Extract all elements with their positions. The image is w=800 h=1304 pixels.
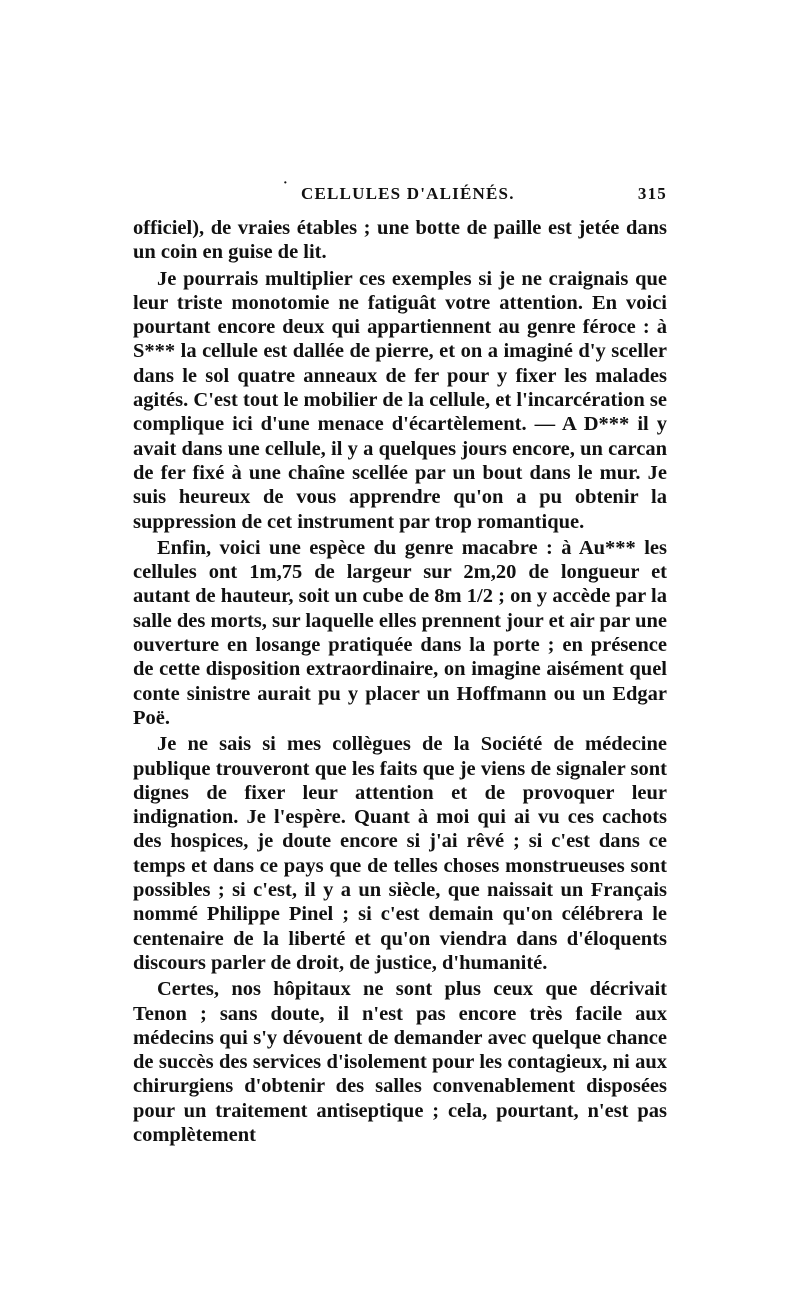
page-number: 315 (637, 184, 667, 203)
running-head (133, 178, 667, 208)
paragraph: officiel), de vraies étables ; une botte de paille est jetée dans un coin en guise de lit. (133, 217, 667, 264)
paragraph: Je ne sais si mes collègues de la Société de médecine publique trouveront que les faits que je viens de signaler sont dignes de fixer leur attention et de provoquer leur indignation. Je l'espère. Quant à moi qui ai vu ces cachots des hospices, je doute encore si j'ai rêvé ; si c'est dans ce temps et dans ce pays que de telles choses monstrueuses sont possibles ; si c'est, il y a un siècle, que naissait un Français nommé Philippe Pinel ; si c'est demain qu'on célébrera le centenaire de la liberté et qu'on viendra dans d'éloquents discours parler de droit, de justice, d'humanité. (133, 733, 667, 974)
running-head-dot: · (283, 176, 289, 191)
paragraph: Je pourrais multiplier ces exemples si je ne craignais que leur triste monotomie ne fatiguât votre attention. En voici pourtant encore deux qui appartiennent au genre féroce : à S*** la cellule est dallée de pierre, et on a imaginé d'y sceller dans le sol quatre anneaux de fer pour y fixer les malades agités. C'est tout le mobilier de la cellule, et l'incarcération se complique ici d'une menace d'écartèlement. — A D*** il y avait dans une cellule, il y a quelques jours encore, un carcan de fer fixé à une chaîne scellée par un bout dans le mur. Je suis heureux de vous apprendre qu'on a pu obtenir la suppression de cet instrument par trop romantique. (133, 267, 667, 533)
running-head-title: CELLULES D'ALIÉNÉS. (301, 184, 515, 203)
paragraph: Certes, nos hôpitaux ne sont plus ceux que décrivait Tenon ; sans doute, il n'est pas encore très facile aux médecins qui s'y dévouent de demander avec quelque chance de succès des services d'isolement pour les contagieux, ni aux chirurgiens d'obtenir des salles convenablement disposées pour un traitement antiseptique ; cela, pourtant, n'est pas complètement (133, 978, 667, 1146)
body-text (133, 216, 667, 1147)
paragraph: Enfin, voici une espèce du genre macabre : à Au*** les cellules ont 1m,75 de largeur sur 2m,20 de longueur et autant de hauteur, soit un cube de 8m 1/2 ; on y accède par la salle des morts, sur laquelle elles prennent jour et air par une ouverture en losange pratiquée dans la porte ; en présence de cette disposition extraordinaire, on imagine aisément quel conte sinistre aurait pu y placer un Hoffmann ou un Edgar Poë. (133, 536, 667, 729)
book-page (133, 178, 667, 1147)
